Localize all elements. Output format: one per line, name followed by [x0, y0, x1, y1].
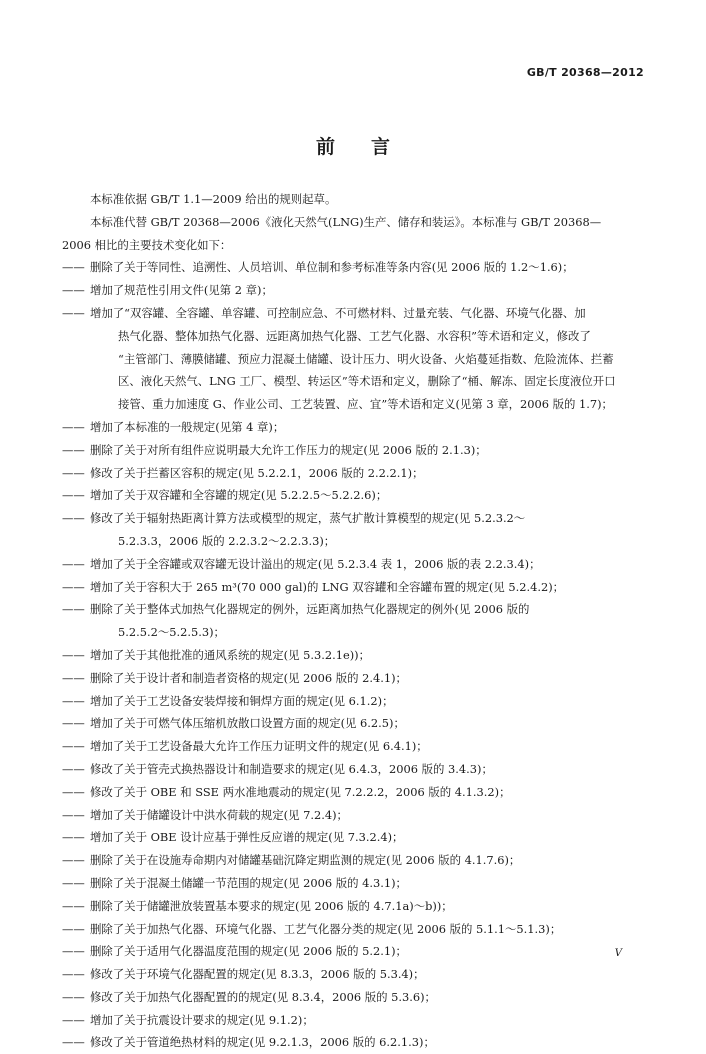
change-list-item [62, 918, 654, 941]
list-dash: —— [62, 556, 85, 571]
line-text: 修改了关于辐射热距离计算方法或模型的规定，蒸气扩散计算模型的规定(见 5.2.3.2～ [90, 511, 526, 526]
line-text: 删除了关于适用气化器温度范围的规定(见 2006 版的 5.2.1)； [90, 944, 407, 959]
change-list-item [62, 804, 654, 827]
line-text: 增加了关于容积大于 265 m³(70 000 gal)的 LNG 双容罐和全容罐布置的规定(见 5.2.4.2)； [90, 579, 565, 594]
change-list-item [62, 940, 654, 963]
list-dash: —— [62, 716, 85, 731]
change-list-item [62, 439, 654, 462]
line-text: 删除了关于设计者和制造者资格的规定(见 2006 版的 2.4.1)； [90, 670, 407, 685]
line-text: 删除了关于储罐泄放装置基本要求的规定(见 2006 版的 4.7.1a)～b))； [90, 898, 453, 913]
page-number: V [614, 948, 622, 959]
list-dash: —— [62, 739, 85, 754]
line-text: 删除了关于加热气化器、环境气化器、工艺气化器分类的规定(见 2006 版的 5.1.1～5.1.3)； [90, 921, 562, 936]
change-list-item [62, 849, 654, 872]
list-dash: —— [62, 944, 85, 959]
change-list-item [62, 963, 654, 986]
line-text: 接管、重力加速度 G、作业公司、工艺装置、应、宜”等术语和定义(见第 3 章，2006 版的 1.7)； [118, 397, 613, 412]
change-list-item [62, 302, 654, 325]
list-dash: —— [62, 442, 85, 457]
line-text: “主管部门、薄膜储罐、预应力混凝土储罐、设计压力、明火设备、火焰蔓延指数、危险流体、拦蓄 [118, 351, 614, 366]
line-text: 增加了关于其他批准的通风系统的规定(见 5.3.2.1e))； [90, 647, 370, 662]
page-title: 前言 [315, 136, 426, 158]
list-dash: —— [62, 853, 85, 868]
list-dash: —— [62, 898, 85, 913]
list-dash: —— [62, 693, 85, 708]
change-list-item [62, 279, 654, 302]
paragraph-line [62, 211, 654, 234]
change-list-item [62, 826, 654, 849]
line-text: 增加了关于全容罐或双容罐无设计溢出的规定(见 5.2.3.4 表 1，2006 版的表 2.2.3.4)； [90, 556, 541, 571]
list-dash: —— [62, 875, 85, 890]
line-text: 删除了关于混凝土储罐一节范围的规定(见 2006 版的 4.3.1)； [90, 875, 407, 890]
change-list-item [62, 598, 654, 621]
line-text: 2006 相比的主要技术变化如下： [62, 237, 232, 252]
line-text: 增加了关于 OBE 设计应基于弹性反应谱的规定(见 7.3.2.4)； [90, 830, 404, 845]
line-text: 增加了关于抗震设计要求的规定(见 9.1.2)； [90, 1012, 314, 1027]
line-text: 修改了关于加热气化器配置的的规定(见 8.3.4，2006 版的 5.3.6)； [90, 989, 436, 1004]
change-list-item-continuation [62, 370, 654, 393]
change-list-item [62, 781, 654, 804]
list-dash: —— [62, 511, 85, 526]
line-text: 增加了本标准的一般规定(见第 4 章)； [90, 419, 285, 434]
list-dash: —— [62, 602, 85, 617]
list-dash: —— [62, 1012, 85, 1027]
line-text: 增加了规范性引用文件(见第 2 章)； [90, 283, 273, 298]
list-dash: —— [62, 761, 85, 776]
line-text: 增加了“双容罐、全容罐、单容罐、可控制应急、不可燃材料、过量充装、气化器、环境气化器、加 [90, 305, 586, 320]
list-dash: —— [62, 1035, 85, 1050]
paragraph-line [62, 188, 654, 211]
list-dash: —— [62, 465, 85, 480]
line-text: 增加了关于可燃气体压缩机放散口设置方面的规定(见 6.2.5)； [90, 716, 405, 731]
line-text: 删除了关于对所有组件应说明最大允许工作压力的规定(见 2006 版的 2.1.3)； [90, 442, 487, 457]
change-list-item [62, 758, 654, 781]
change-list-item-continuation [62, 348, 654, 371]
change-list-item [62, 576, 654, 599]
line-text: 增加了关于工艺设备安装焊接和铜焊方面的规定(见 6.1.2)； [90, 693, 394, 708]
change-list-item [62, 644, 654, 667]
list-dash: —— [62, 967, 85, 982]
change-list-item [62, 1009, 654, 1032]
line-text: 增加了关于双容罐和全容罐的规定(见 5.2.2.5～5.2.2.6)； [90, 488, 388, 503]
change-list-item [62, 895, 654, 918]
line-text: 修改了关于 OBE 和 SSE 两水准地震动的规定(见 7.2.2.2，2006 版的 4.1.3.2)； [90, 784, 511, 799]
line-text: 删除了关于整体式加热气化器规定的例外，远距离加热气化器规定的例外(见 2006 版的 [90, 602, 530, 617]
standard-code: GB/T 20368—2012 [526, 66, 644, 79]
change-list-item [62, 553, 654, 576]
change-list-item [62, 986, 654, 1009]
change-list-item [62, 416, 654, 439]
change-list-item-continuation [62, 393, 654, 416]
line-text: 本标准依据 GB/T 1.1—2009 给出的规则起草。 [90, 192, 337, 206]
line-text: 删除了关于等同性、追溯性、人员培训、单位制和参考标准等条内容(见 2006 版的 1.2～1.6)； [90, 260, 574, 275]
line-text: 修改了关于拦蓄区容积的规定(见 5.2.2.1，2006 版的 2.2.2.1)； [90, 465, 424, 480]
change-list-item [62, 872, 654, 895]
change-list-item-continuation [62, 325, 654, 348]
paragraph-line [62, 234, 654, 257]
line-text: 修改了关于管壳式换热器设计和制造要求的规定(见 6.4.3，2006 版的 3.4.3)； [90, 761, 493, 776]
list-dash: —— [62, 921, 85, 936]
line-text: 删除了关于在设施寿命期内对储罐基础沉降定期监测的规定(见 2006 版的 4.1.7.6)； [90, 853, 521, 868]
change-list-item [62, 735, 654, 758]
change-list-item-continuation [62, 530, 654, 553]
list-dash: —— [62, 419, 85, 434]
list-dash: —— [62, 807, 85, 822]
change-list-item [62, 1031, 654, 1054]
foreword-body [62, 188, 654, 1054]
change-list-item [62, 667, 654, 690]
list-dash: —— [62, 283, 85, 298]
change-list-item [62, 462, 654, 485]
line-text: 修改了关于环境气化器配置的规定(见 8.3.3，2006 版的 5.3.4)； [90, 967, 425, 982]
line-text: 区、液化天然气、LNG 工厂、模型、转运区”等术语和定义，删除了“桶、解冻、固定长度液位开口 [118, 374, 616, 389]
list-dash: —— [62, 670, 85, 685]
change-list-item [62, 690, 654, 713]
change-list-item [62, 507, 654, 530]
list-dash: —— [62, 647, 85, 662]
line-text: 热气化器、整体加热气化器、远距离加热气化器、工艺气化器、水容积”等术语和定义，修改了 [118, 328, 591, 343]
list-dash: —— [62, 488, 85, 503]
change-list-item-continuation [62, 621, 654, 644]
change-list-item [62, 484, 654, 507]
list-dash: —— [62, 579, 85, 594]
list-dash: —— [62, 989, 85, 1004]
list-dash: —— [62, 830, 85, 845]
change-list-item [62, 712, 654, 735]
list-dash: —— [62, 260, 85, 275]
list-dash: —— [62, 305, 85, 320]
list-dash: —— [62, 784, 85, 799]
line-text: 本标准代替 GB/T 20368—2006《液化天然气(LNG)生产、储存和装运》。本标准与 GB/T 20368— [90, 214, 602, 229]
line-text: 增加了关于工艺设备最大允许工作压力证明文件的规定(见 6.4.1)； [90, 739, 428, 754]
change-list-item [62, 256, 654, 279]
line-text: 5.2.3.3，2006 版的 2.2.3.2～2.2.3.3)； [118, 533, 336, 548]
line-text: 增加了关于储罐设计中洪水荷载的规定(见 7.2.4)； [90, 807, 348, 822]
line-text: 修改了关于管道绝热材料的规定(见 9.2.1.3，2006 版的 6.2.1.3)； [90, 1035, 435, 1050]
line-text: 5.2.5.2～5.2.5.3)； [118, 625, 225, 640]
